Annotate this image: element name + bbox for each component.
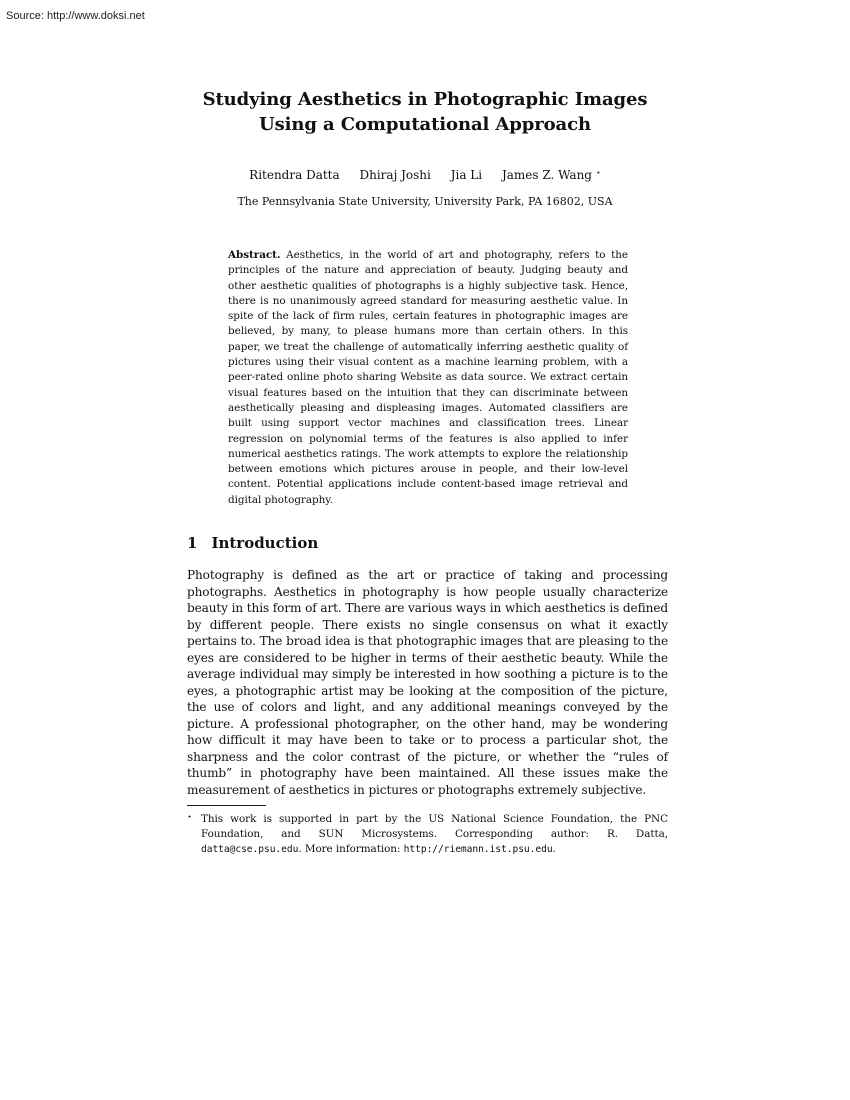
title-line-1: Studying Aesthetics in Photographic Images xyxy=(202,89,648,110)
footnote-end: . xyxy=(552,843,556,855)
author-name-text: James Z. Wang xyxy=(501,168,592,182)
author-name: Dhiraj Joshi xyxy=(359,168,431,182)
section-heading xyxy=(187,532,318,554)
affiliation: The Pennsylvania State University, University Park, PA 16802, USA xyxy=(237,195,613,208)
footnote xyxy=(187,809,668,857)
footnote-divider xyxy=(187,805,266,806)
footnote-email[interactable]: datta@cse.psu.edu xyxy=(201,844,299,855)
paper-title xyxy=(150,87,700,137)
author-list xyxy=(150,164,700,184)
footnote-mark: ⋆ xyxy=(187,812,192,821)
footnote-more: . More information: xyxy=(298,843,401,855)
source-label: Source: http://www.doksi.net xyxy=(6,10,145,22)
title-line-2: Using a Computational Approach xyxy=(259,114,591,135)
footnote-text: This work is supported in part by the US National Science Foundation, the PNC Foundation, and SUN Microsystems. Corresponding author: R. Datta, xyxy=(201,813,668,840)
author-footnote-mark: ⋆ xyxy=(595,168,601,177)
author-name: Ritendra Datta xyxy=(249,168,340,182)
abstract xyxy=(228,248,628,508)
footnote-url[interactable]: http://riemann.ist.psu.edu xyxy=(403,844,553,855)
intro-paragraph: Photography is defined as the art or practice of taking and processing photographs. Aesthetics in photography is how people usually characterize beauty in this form of art. There are various ways in which aesthetics is defined by different people. There exists no single consensus on what it exactly pertains to. The broad idea is that photographic images that are pleasing to the eyes are considered to be higher in terms of their aesthetic beauty. While the average individual may simply be interested in how soothing a picture is to the eyes, a photographic artist may be looking at the composition of the picture, the use of colors and light, and any additional meanings conveyed by the picture. A professional photographer, on the other hand, may be wondering how difficult it may have been to take or to process a particular shot, the sharpness and the color contrast of the picture, or whether the “rules of thumb” in photography have been maintained. All these issues make the measurement of aesthetics in pictures or photographs extremely subjective. xyxy=(187,568,668,797)
abstract-label: Abstract. xyxy=(228,249,281,261)
section-title: Introduction xyxy=(211,534,319,552)
author-name xyxy=(502,168,601,182)
author-name: Jia Li xyxy=(450,168,483,182)
abstract-text: Aesthetics, in the world of art and photography, refers to the principles of the nature and appreciation of beauty. Judging beauty and other aesthetic qualities of photographs is a highly subjective task. Hence, there is no unanimously agreed standard for measuring aesthetic value. In spite of the lack of firm rules, certain features in photographic images are believed, by many, to please humans more than certain others. In this paper, we treat the challenge of automatically inferring aesthetic quality of pictures using their visual content as a machine learning problem, with a peer-rated online photo sharing Website as data source. We extract certain visual features based on the intuition that they can discriminate between aesthetically pleasing and displeasing images. Automated classifiers are built using support vector machines and classification trees. Linear regression on polynomial terms of the features is also applied to infer numerical aesthetics ratings. The work attempts to explore the relationship between emotions which pictures arouse in people, and their low-level content. Potential applications include content-based image retrieval and digital photography. xyxy=(228,249,628,506)
section-number: 1 xyxy=(187,534,198,552)
